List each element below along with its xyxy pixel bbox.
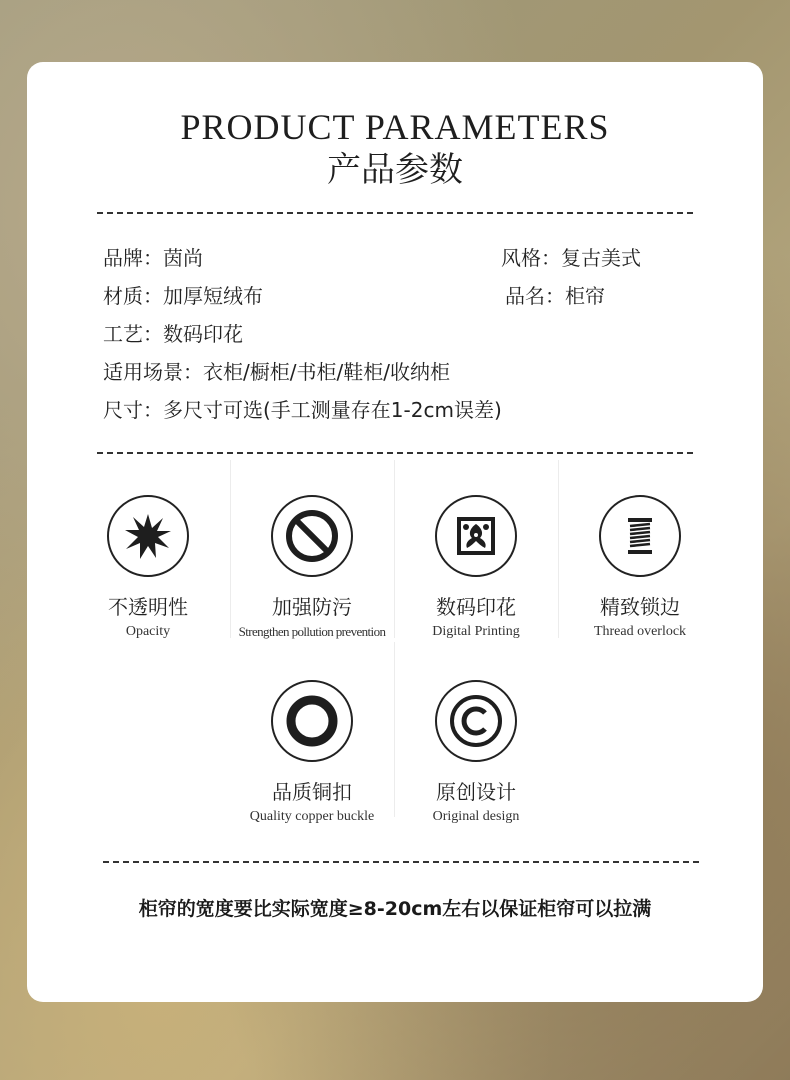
feature-pollution-prevention	[230, 495, 394, 640]
feature-opacity-label: 不透明性	[108, 595, 188, 619]
feature-printing-label: 数码印花	[436, 595, 516, 619]
feature-copper-buckle	[230, 680, 394, 825]
feature-thread-overlock	[558, 495, 722, 640]
title-english: PRODUCT PARAMETERS	[180, 107, 610, 147]
parameters-card	[27, 62, 763, 1002]
feature-design-label-en: Original design	[432, 809, 520, 824]
title-chinese: 产品参数	[327, 150, 463, 190]
feature-design-label: 原创设计	[436, 780, 516, 804]
feature-opacity	[66, 495, 230, 640]
width-note: 柜帘的宽度要比实际宽度≥8-20cm左右以保证柜帘可以拉满	[138, 898, 652, 920]
no-entry-icon	[271, 495, 353, 577]
grommet-ring-icon	[271, 680, 353, 762]
blackout-burst-icon	[107, 495, 189, 577]
floral-pattern-icon	[435, 495, 517, 577]
feature-buckle-label-en: Quality copper buckle	[249, 809, 375, 824]
feature-pollution-label-en: Strengthen pollution prevention	[238, 624, 386, 639]
divider-bottom	[103, 861, 699, 863]
spec-style: 风格：复古美式	[501, 246, 641, 270]
feature-buckle-label: 品质铜扣	[272, 780, 352, 804]
feature-original-design	[394, 680, 558, 825]
feature-pollution-label: 加强防污	[272, 595, 352, 619]
spring-coil-icon	[599, 495, 681, 577]
feature-opacity-label-en: Opacity	[125, 624, 171, 639]
spec-material: 材质：加厚短绒布	[103, 284, 263, 308]
feature-digital-printing	[394, 495, 558, 640]
feature-overlock-label: 精致锁边	[600, 595, 680, 619]
spec-size: 尺寸：多尺寸可选(手工测量存在1-2cm误差)	[103, 398, 502, 422]
spec-product-name: 品名：柜帘	[505, 284, 605, 308]
spec-scenes: 适用场景：衣柜/橱柜/书柜/鞋柜/收纳柜	[103, 360, 450, 384]
divider-top	[97, 212, 693, 214]
feature-overlock-label-en: Thread overlock	[593, 624, 687, 639]
copyright-icon	[435, 680, 517, 762]
divider-middle	[97, 452, 693, 454]
spec-brand: 品牌：茵尚	[103, 246, 203, 270]
feature-printing-label-en: Digital Printing	[432, 624, 520, 639]
spec-craft: 工艺：数码印花	[103, 322, 243, 346]
